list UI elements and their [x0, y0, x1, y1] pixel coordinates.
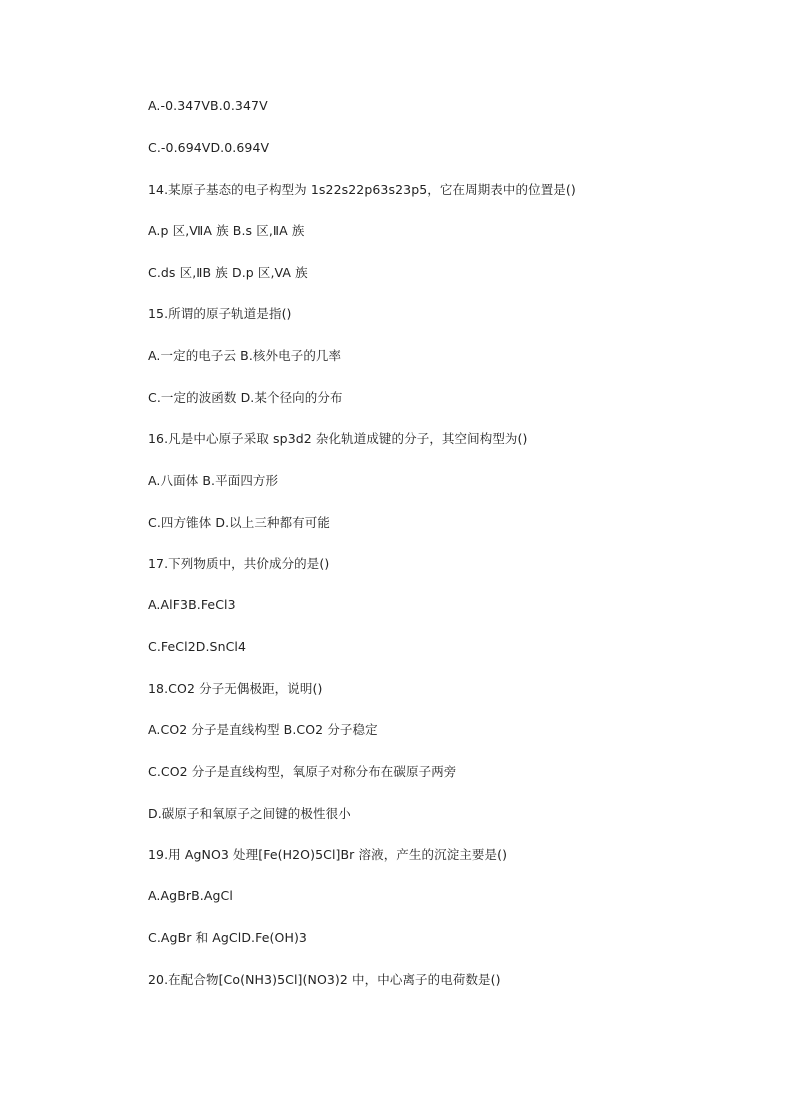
option-line-15-cd: C.一定的波函数 D.某个径向的分布 — [148, 390, 343, 405]
option-line-13-cd: C.-0.694VD.0.694V — [148, 140, 270, 155]
option-line-16-ab: A.八面体 B.平面四方形 — [148, 473, 279, 488]
question-14: 14.某原子基态的电子构型为 1s22s22p63s23p5，它在周期表中的位置是() — [148, 182, 576, 197]
option-line-18-c: C.CO2 分子是直线构型，氧原子对称分布在碳原子两旁 — [148, 764, 457, 779]
option-line-19-ab: A.AgBrB.AgCl — [148, 888, 233, 903]
option-line-18-d: D.碳原子和氧原子之间键的极性很小 — [148, 806, 351, 821]
question-20: 20.在配合物[Co(NH3)5Cl](NO3)2 中，中心离子的电荷数是() — [148, 972, 501, 987]
question-15: 15.所谓的原子轨道是指() — [148, 306, 292, 321]
option-line-17-cd: C.FeCl2D.SnCl4 — [148, 639, 247, 654]
option-line-17-ab: A.AlF3B.FeCl3 — [148, 597, 236, 612]
question-19: 19.用 AgNO3 处理[Fe(H2O)5Cl]Br 溶液，产生的沉淀主要是() — [148, 847, 508, 862]
option-line-13-ab: A.-0.347VB.0.347V — [148, 98, 268, 113]
question-17: 17.下列物质中，共价成分的是() — [148, 556, 330, 571]
option-line-15-ab: A.一定的电子云 B.核外电子的几率 — [148, 348, 342, 363]
option-line-19-cd: C.AgBr 和 AgClD.Fe(OH)3 — [148, 930, 307, 945]
option-line-14-cd: C.ds 区,ⅡB 族 D.p 区,VA 族 — [148, 265, 308, 280]
question-16: 16.凡是中心原子采取 sp3d2 杂化轨道成键的分子，其空间构型为() — [148, 431, 528, 446]
option-line-18-ab: A.CO2 分子是直线构型 B.CO2 分子稳定 — [148, 722, 378, 737]
option-line-16-cd: C.四方锥体 D.以上三种都有可能 — [148, 515, 330, 530]
option-line-14-ab: A.p 区,ⅦA 族 B.s 区,ⅡA 族 — [148, 223, 305, 238]
question-18: 18.CO2 分子无偶极距，说明() — [148, 681, 323, 696]
